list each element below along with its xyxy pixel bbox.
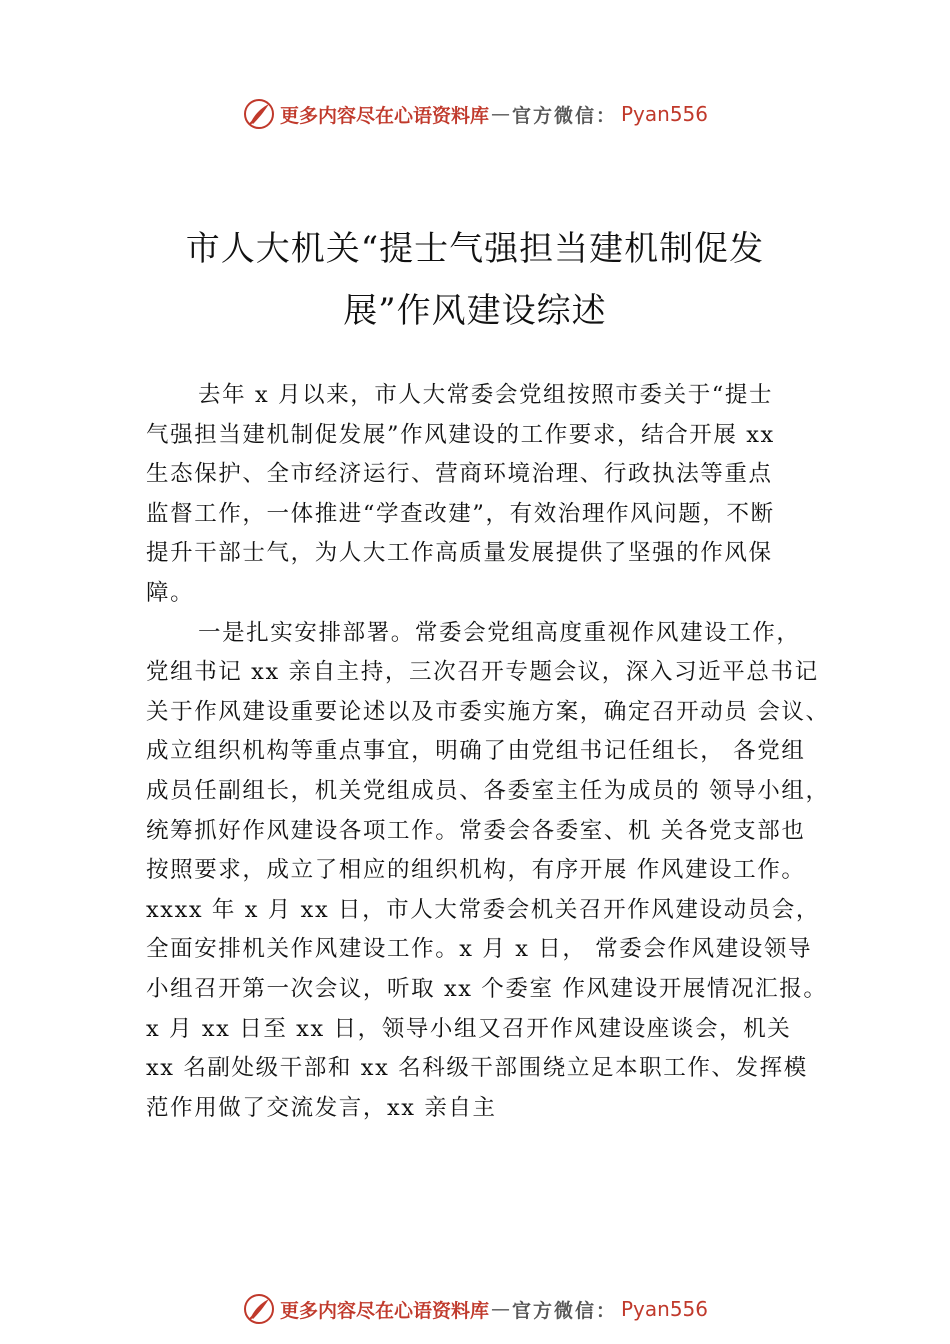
banner-dash: — — [490, 1298, 510, 1320]
wechat-label: 官方微信： — [511, 104, 617, 127]
title-line: 展”作风建设综述 — [343, 291, 607, 331]
quill-logo-icon — [242, 1292, 276, 1326]
paragraph-2 — [146, 614, 846, 1129]
text-line: 监督工作，一体推进“学查改建”，有效治理作风问题，不断 — [146, 500, 775, 527]
text-line: xx 名副处级干部和 xx 名科级干部围绕立足本职工作、发挥模 — [146, 1055, 808, 1082]
text-line: x 月 xx 日至 xx 日，领导小组又召开作风建设座谈会，机关 — [146, 1015, 792, 1042]
wechat-label: 官方微信： — [511, 1299, 617, 1322]
text-line: 气强担当建机制促发展”作风建设的工作要求，结合开展 xx — [146, 421, 775, 448]
text-line: 障。 — [146, 579, 195, 606]
text-line: 党组书记 xx 亲自主持，三次召开专题会议，深入习近平总书记 — [146, 659, 819, 686]
wechat-id: Pyan556 — [621, 102, 709, 126]
text-line: 范作用做了交流发言，xx 亲自主 — [146, 1094, 497, 1121]
paragraph-1 — [146, 376, 846, 614]
text-line: 一是扎实安排部署。常委会党组高度重视作风建设工作， — [198, 619, 801, 646]
text-line: 成立组织机构等重点事宜，明确了由党组书记任组长， 各党组 — [146, 738, 806, 765]
text-line: 生态保护、全市经济运行、营商环境治理、行政执法等重点 — [146, 461, 773, 488]
footer-watermark-banner — [0, 1289, 950, 1329]
text-line: 全面安排机关作风建设工作。x 月 x 日， 常委会作风建设领导 — [146, 936, 813, 963]
document-title — [0, 218, 950, 342]
promo-text: 更多内容尽在心语资料库 — [279, 1299, 489, 1322]
text-line: 关于作风建设重要论述以及市委实施方案，确定召开动员 会议、 — [146, 698, 830, 725]
wechat-id: Pyan556 — [621, 1297, 709, 1321]
text-line: 去年 x 月以来，市人大常委会党组按照市委关于“提士 — [198, 382, 774, 408]
text-line: 统筹抓好作风建设各项工作。常委会各委室、机 关各党支部也 — [146, 817, 806, 844]
text-line: 提升干部士气，为人大工作高质量发展提供了坚强的作风保 — [146, 540, 773, 567]
quill-logo-icon — [242, 97, 276, 131]
promo-text: 更多内容尽在心语资料库 — [279, 104, 489, 127]
text-line: 小组召开第一次会议，听取 xx 个委室 作风建设开展情况汇报。 — [146, 975, 828, 1002]
header-watermark-banner — [0, 94, 950, 134]
text-line: 按照要求，成立了相应的组织机构，有序开展 作风建设工作。 — [146, 857, 806, 884]
banner-dash: — — [490, 103, 510, 125]
document-body — [146, 376, 846, 1128]
text-line: 成员任副组长，机关党组成员、各委室主任为成员的 领导小组， — [146, 777, 830, 804]
title-line: 市人大机关“提士气强担当建机制促发 — [185, 229, 765, 269]
text-line: xxxx 年 x 月 xx 日，市人大常委会机关召开作风建设动员会， — [146, 896, 820, 923]
